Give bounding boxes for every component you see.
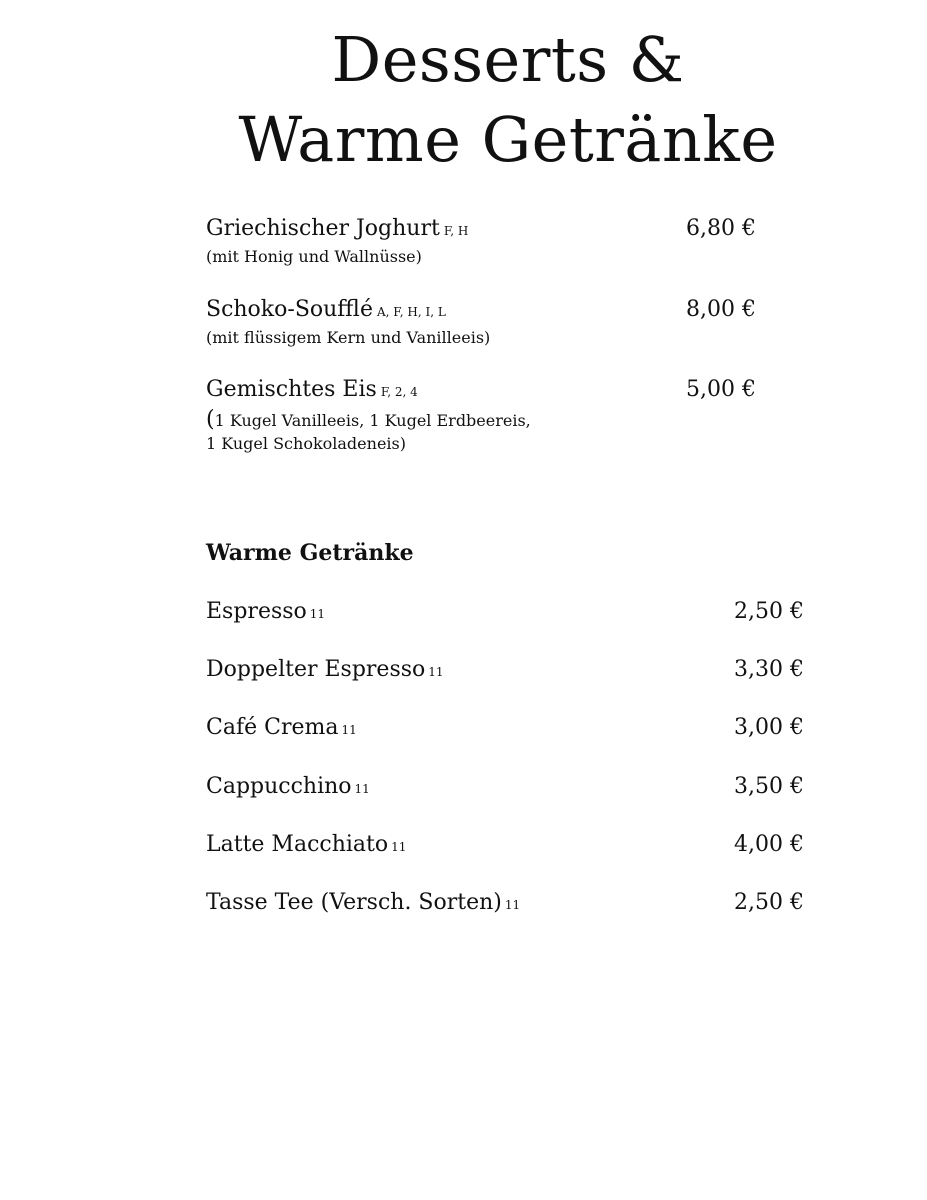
menu-item-description: (mit Honig und Wallnüsse) [206,247,422,266]
menu-item-tasse-tee [206,888,806,918]
menu-item-allergens: F, 2, 4 [380,385,418,399]
menu-item-price: 5,00 € [686,377,756,402]
menu-item-name: Cappucchino [206,774,352,799]
menu-item-name: Tasse Tee (Versch. Sorten) [206,890,502,915]
menu-item-cafe-crema [206,713,806,743]
menu-item-allergens: 11 [354,782,370,796]
menu-item-name: Espresso [206,599,307,624]
menu-item-name: Gemischtes Eis [206,377,377,402]
menu-item-name: Café Crema [206,715,339,740]
page-title-line-2: Warme Getränke [238,103,778,176]
menu-item-allergens: 11 [428,665,444,679]
menu-item-price: 2,50 € [734,599,804,624]
menu-item-allergens: 11 [309,607,326,621]
menu-item-price: 4,00 € [734,832,804,857]
page-title-line-1: Desserts & [331,23,685,96]
menu-item-price: 2,50 € [734,890,804,915]
menu-item-latte-macchiato [206,830,806,860]
menu-item-name: Schoko-Soufflé [206,297,373,322]
menu-item-griechischer-joghurt [206,215,766,268]
menu-item-price: 3,30 € [734,657,804,682]
menu-item-description-paren: ( [206,407,215,432]
menu-item-name: Doppelter Espresso [206,657,426,682]
section-heading-warme-getraenke: Warme Getränke [206,540,414,566]
menu-item-description: (mit flüssigem Kern und Vanilleeis) [206,328,491,347]
menu-item-allergens: F, H [443,224,469,238]
menu-item-allergens: A, F, H, I, L [377,305,446,319]
menu-item-name: Latte Macchiato [206,832,389,857]
menu-item-allergens: 11 [341,723,357,737]
menu-item-doppelter-espresso [206,655,806,685]
page-title [0,20,927,180]
menu-item-description [206,408,766,455]
menu-item-espresso [206,597,806,627]
menu-item-price: 3,00 € [734,715,804,740]
menu-item-schoko-souffle [206,296,766,349]
menu-item-allergens: 11 [391,840,407,854]
menu-item-description-text: 1 Kugel Vanilleeis, 1 Kugel Erdbeereis, 1 Kugel Schokoladeneis) [206,411,531,453]
menu-item-cappucchino [206,772,806,802]
menu-item-allergens: 11 [504,898,521,912]
menu-item-price: 3,50 € [734,774,804,799]
menu-item-gemischtes-eis [206,376,766,455]
menu-item-name: Griechischer Joghurt [206,216,440,241]
menu-item-price: 8,00 € [686,297,756,322]
menu-item-price: 6,80 € [686,216,756,241]
